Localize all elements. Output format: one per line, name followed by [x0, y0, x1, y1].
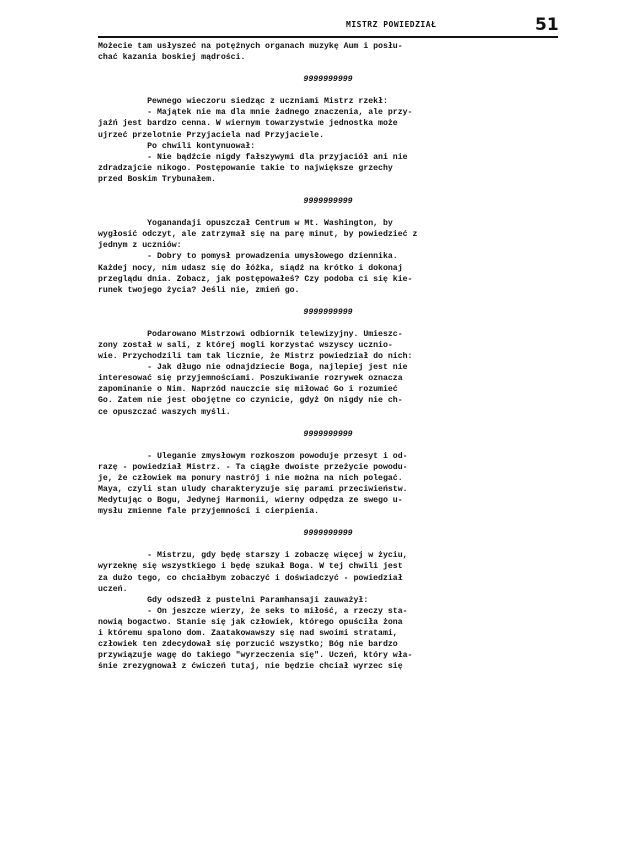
text-line: Yoganandaji opuszczał Centrum w Mt. Washington, by: [98, 219, 393, 229]
text-line: śnie zrezygnował z ćwiczeń tutaj, nie będzie chciał wyrzec się: [98, 662, 403, 672]
text-line: człowiek ten zdecydował się porzucić wszystko; Bóg nie bardzo: [98, 640, 398, 650]
text-line: mysłu zmienne fale przyjemności i cierpienia.: [98, 507, 320, 517]
section-separator: 9999999999: [303, 75, 353, 85]
blank-line: [98, 517, 558, 528]
text-line: ce opuszczać waszych myśli.: [98, 407, 231, 417]
running-title: MISTRZ POWIEDZIAŁ: [346, 20, 437, 29]
text-line: zony został w sali, z której mogli korzystać wszyscy ucznio-: [98, 340, 393, 350]
text-line: - Uleganie zmysłowym rozkoszom powoduje przesyt i od-: [98, 451, 408, 461]
text-line: zapominanie o Nim. Naprzód nauczcie się miłować Go i rozumieć: [98, 385, 398, 395]
text-line: Każdej nocy, nim udasz się do łóżka, siądź na krótko i dokonaj: [98, 263, 403, 273]
text-line: zdradzajcie nikogo. Postępowanie takie to największe grzechy: [98, 163, 393, 173]
blank-line: [98, 85, 558, 96]
text-line: Medytując o Bogu, Jedynej Harmonii, wierny odpędza ze swego u-: [98, 496, 403, 506]
blank-line: [98, 207, 558, 218]
text-line: przywiązuje wagę do takiego "wyrzeczenia się". Uczeń, który wła-: [98, 651, 413, 661]
text-line: uczeń.: [98, 584, 128, 594]
text-line: runek twojego życia? Jeśli nie, zmień go.: [98, 285, 300, 295]
text-line: przed Boskim Trybunałem.: [98, 174, 216, 184]
page-body: [98, 41, 558, 672]
text-line: ujrzeć przelotnie Przyjaciela nad Przyjaciele.: [98, 130, 325, 140]
text-line: Po chwili kontynuował:: [98, 141, 256, 151]
text-line: Maya, czyli stan uludy charakteryzuje się parami przeciwieństw.: [98, 485, 408, 494]
blank-line: [98, 418, 558, 429]
section-separator: 9999999999: [303, 429, 353, 439]
text-line: i któremu spalono dom. Zaatakowawszy się nad swoimi stratami,: [98, 629, 398, 639]
blank-line: [98, 440, 558, 451]
blank-line: [98, 185, 558, 196]
blank-line: [98, 539, 558, 550]
text-line: - Nie bądźcie nigdy fałszywymi dla przyjaciół ani nie: [98, 152, 408, 162]
text-line: - On jeszcze wierzy, że seks to miłość, a rzeczy sta-: [98, 606, 408, 616]
section-separator: 9999999999: [303, 529, 353, 539]
text-line: jaźń jest bardzo cenna. W wiernym towarzystwie jednostka może: [98, 119, 398, 129]
text-line: chać kazania boskiej mądrości.: [98, 53, 246, 63]
text-line: je, że człowiek ma ponury nastrój i nie można na nich polegać.: [98, 473, 403, 483]
text-line: interesować się przyjemnościami. Poszukiwanie rozrywek oznacza: [98, 374, 403, 384]
text-line: Pewnego wieczoru siedząc z uczniami Mistrz rzekł:: [98, 97, 388, 107]
text-line: wie. Przychodzili tam tak licznie, że Mistrz powiedział do nich:: [98, 352, 413, 362]
blank-line: [98, 63, 558, 74]
text-line: razę - powiedział Mistrz. - Ta ciągłe dwoiste przeżycie powodu-: [98, 462, 408, 472]
text-line: - Mistrzu, gdy będę starszy i zobaczę więcej w życiu,: [98, 551, 408, 561]
text-line: przeglądu dnia. Zobacz, jak postępowałeś? Czy podoba ci się kie-: [98, 274, 413, 284]
text-line: wygłosić odczyt, ale zatrzymał się na parę minut, by powiedzieć z: [98, 230, 418, 240]
section-separator: 9999999999: [303, 197, 353, 207]
text-line: Go. Zatem nie jest obojętne co czynicie, gdyż On nigdy nie ch-: [98, 396, 403, 406]
text-line: Możecie tam usłyszeć na potężnych organach muzykę Aum i posłu-: [98, 42, 403, 51]
header-rule: [98, 36, 558, 38]
text-line: - Jak długo nie odnajdziecie Boga, najlepiej jest nie: [98, 363, 408, 373]
section-separator: 9999999999: [303, 307, 353, 317]
text-line: wyrzeknę się wszystkiego i będę szukał Boga. W tej chwili jest: [98, 562, 403, 572]
blank-line: [98, 318, 558, 329]
text-line: za dużo tego, co chciałbym zobaczyć i doświadczyć - powiedział: [98, 573, 403, 583]
blank-line: [98, 296, 558, 307]
text-line: Podarowano Mistrzowi odbiornik telewizyjny. Umieszc-: [98, 329, 403, 339]
text-line: - Dobry to pomysł prowadzenia umysłowego dziennika.: [98, 252, 398, 262]
text-line: nowią bogactwo. Stanie się jak człowiek, którego opuściła żona: [98, 617, 403, 627]
text-line: - Majątek nie ma dla mnie żadnego znaczenia, ale przy-: [98, 108, 413, 118]
text-line: Gdy odszedł z pustelni Paramhansaji zauważył:: [98, 595, 369, 605]
page-number: 51: [535, 15, 559, 35]
text-line: jednym z uczniów:: [98, 241, 182, 251]
